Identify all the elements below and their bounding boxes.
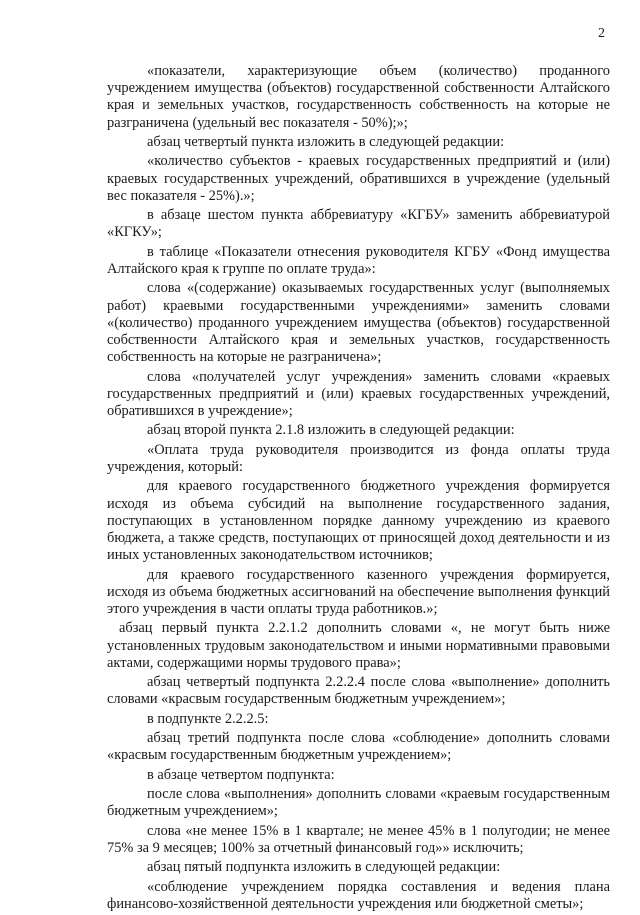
paragraph: «показатели, характеризующие объем (количество) проданного учреждением имущества (объектов) государственной собственности Алтайского края и земельных участков, государственность собственность на которые не разграничена (удельный вес показателя - 50%);»;: [107, 63, 610, 131]
paragraph: слова «(содержание) оказываемых государственных услуг (выполняемых работ) краевыми государственными учреждениями» заменить словами «(количество) проданного учреждением имущества (объектов) государственной собственности Алтайского края и земельных участков, государственность собственность на которые не разграничена»;: [107, 280, 610, 366]
paragraph: абзац первый пункта 2.2.1.2 дополнить словами «, не могут быть ниже установленных трудовым законодательством и иными нормативными правовыми актами, содержащими нормы трудового права»;: [107, 620, 610, 671]
paragraph: «количество субъектов - краевых государственных предприятий и (или) краевых государственных учреждений, обратившихся в учреждение (удельный вес показателя - 25%).»;: [107, 153, 610, 204]
paragraph: слова «не менее 15% в 1 квартале; не менее 45% в 1 полугодии; не менее 75% за 9 месяцев; 100% за отчетный финансовый год»» исключить;: [107, 822, 610, 856]
paragraph: для краевого государственного казенного учреждения формируется, исходя из объема бюджетных ассигнований на обеспечение выполнения функций этого учреждения в части оплаты труда работников.»;: [107, 566, 610, 617]
paragraph: абзац третий подпункта после слова «соблюдение» дополнить словами «красвым государственным бюджетным учреждением»;: [107, 730, 610, 764]
paragraph: в абзаце шестом пункта аббревиатуру «КГБУ» заменить аббревиатурой «КГКУ»;: [107, 207, 610, 241]
document-body: [107, 63, 610, 915]
paragraph: в таблице «Показатели отнесения руководителя КГБУ «Фонд имущества Алтайского края к группе по оплате труда»:: [107, 243, 610, 277]
paragraph: после слова «выполнения» дополнить словами «краевым государственным бюджетным учреждением»;: [107, 786, 610, 820]
paragraph: абзац четвертый пункта изложить в следующей редакции:: [147, 134, 505, 150]
paragraph: абзац пятый подпункта изложить в следующей редакции:: [147, 859, 501, 876]
paragraph: абзац второй пункта 2.1.8 изложить в следующей редакции:: [147, 422, 515, 439]
paragraph: слова «получателей услуг учреждения» заменить словами «краевых государственных предприятий и (или) краевых государственных учреждений, обратившихся в учреждение»;: [107, 368, 610, 419]
paragraph: для краевого государственного бюджетного учреждения формируется исходя из объема субсидий на выполнение государственного задания, поступающих в установленном порядке данному учреждению из краевого бюджета, а также средств, поступающих от приносящей доход деятельности и из иных установленных законодательством источников;: [107, 478, 610, 564]
page-number: 2: [598, 26, 605, 41]
paragraph: абзац четвертый подпункта 2.2.2.4 после слова «выполнение» дополнить словами «красвым государственным бюджетным учреждением»;: [107, 674, 610, 708]
paragraph: в абзаце четвертом подпункта:: [147, 766, 335, 783]
paragraph: «Оплата труда руководителя производится из фонда оплаты труда учреждения, который:: [107, 441, 610, 475]
paragraph: в подпункте 2.2.2.5:: [147, 710, 269, 727]
paragraph: «соблюдение учреждением порядка составления и ведения плана финансово-хозяйственной деятельности учреждения или бюджетной сметы»;: [107, 878, 610, 912]
